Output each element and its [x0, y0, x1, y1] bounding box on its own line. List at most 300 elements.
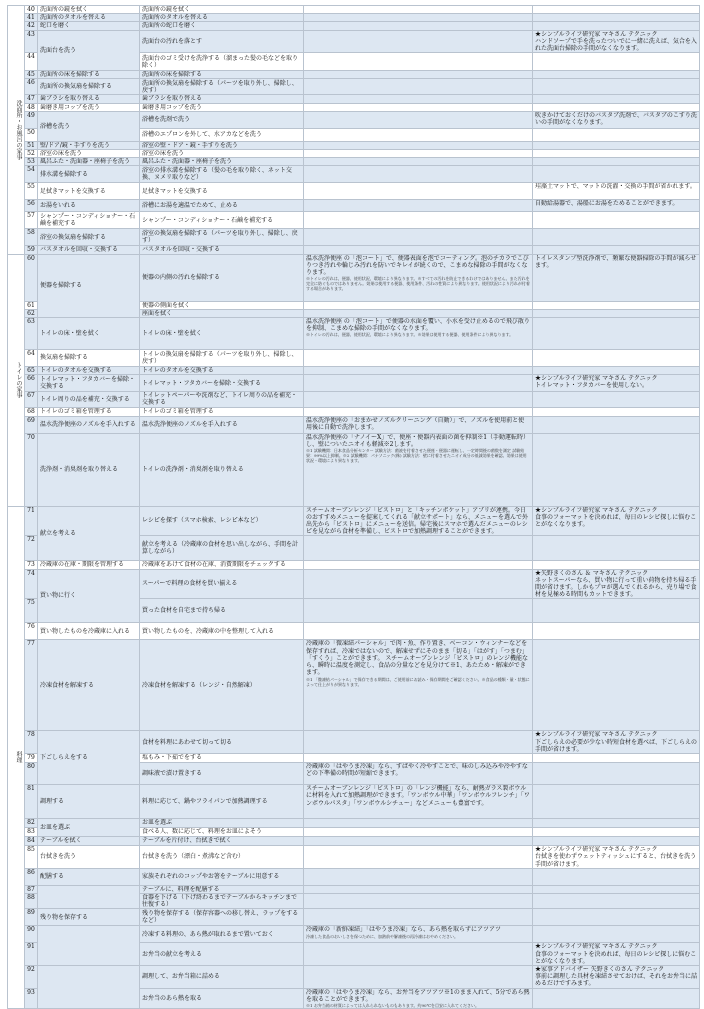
- product-solution-footnote: ※1 「微凍結パーシャル」で保存できる期間は、ご使用前にお読み・保存期間をご確認ください。※食品の種類・量・状態によって仕上がりが異なります。: [306, 676, 530, 687]
- chore-item: 下ごしらえをする: [38, 731, 140, 785]
- product-solution-text: 冷蔵庫の「はやうま冷凍」なら、お弁当をアツアツ※1のまま入れて、5分であら熱を取ることができます。: [306, 988, 530, 1003]
- product-solution: [304, 731, 533, 754]
- row-number: 58: [25, 229, 38, 246]
- chore-item: 洗浄剤・消臭剤を取り替える: [38, 433, 140, 506]
- product-solution-text: 冷蔵庫の「微凍結パーシャル」で肉・魚、作り置き、ベーコン・ウィンナーなどを保存すれば、冷凍ではないので、解凍せずにそのまま「切る」「はがす」「つまむ」「すくう」ことができます。 スチームオーブンレンジ「ビストロ」のレンジ機能なら、瞬時に温度を測定し、食品の分量などを見分けて※1、あたため・解凍ができます。: [306, 640, 529, 677]
- expert-tip: [533, 640, 700, 731]
- expert-tip: 自動給湯器で、湯船にお湯をためることができます。: [533, 200, 700, 212]
- expert-tip: 吹きかけておくだけのバスタブ洗剤で、バスタブのこすり洗いの手間がなくなります。: [533, 111, 700, 128]
- row-number: 73: [25, 561, 38, 569]
- chore-item: トイレのタオルを交換する: [38, 367, 140, 375]
- chore-item: 壁/ドア/鏡・手すりを洗う: [38, 141, 140, 149]
- chore-detail: 洗面所の床を掃除する: [140, 71, 304, 79]
- row-number: 74: [25, 569, 38, 599]
- expert-tip: ★シンプルライフ研究家 マキさん テクニック 下ごしらえの必要が少ない時短食材を選べば、下ごしらえの手間が省けます。: [533, 731, 700, 754]
- table-row: [8, 71, 700, 79]
- row-number: 79: [25, 754, 38, 763]
- product-solution: [304, 254, 533, 301]
- product-solution: [304, 212, 533, 229]
- table-row: [8, 103, 700, 111]
- row-number: 67: [25, 392, 38, 407]
- chore-detail: テーブルに、料理を配膳する: [140, 885, 304, 893]
- chore-item: バスタオルを回収・交換する: [38, 246, 140, 254]
- product-solution: [304, 95, 533, 103]
- table-row: [8, 375, 700, 392]
- chore-item: 洗面台を洗う: [38, 30, 140, 71]
- chore-item: テーブルを拭く: [38, 837, 140, 846]
- product-solution-footnote: ※トイレの汚れは、便器、使用状況、環境により異なります。※効果は使用する便器、使用条件により異なります。: [306, 332, 514, 338]
- chore-item: 便器を掃除する: [38, 254, 140, 317]
- chore-detail: お弁当のあら熱を取る: [140, 988, 304, 1008]
- expert-tip: ★シンプルライフ研究家 マキさん テクニック 食事のフォーマットを決めれば、毎日のレシピ探しに悩むことがなくなります。: [533, 943, 700, 966]
- product-solution-text: スチームオーブンレンジ「ビストロ」の「レンジ機能」なら、耐熱ガラス製ボウルに材料を入れて加熱調理ができます。「ワンボウル中華」「ワンボウルフレンチ」「ワンボウルパスタ」「ワンボウルシチュー」などメニューも豊富です。: [306, 785, 530, 807]
- chore-detail: 洗面台の汚れを落とす: [140, 30, 304, 53]
- product-solution: [304, 53, 533, 71]
- chore-item: 冷凍食材を解凍する: [38, 640, 140, 731]
- chore-detail: 歯ブラシを取り替える: [140, 95, 304, 103]
- chore-item: 蛇口を磨く: [38, 22, 140, 30]
- row-number: 84: [25, 837, 38, 846]
- row-number: 54: [25, 166, 38, 183]
- chore-item: シャンプー・コンディショナー・石鹸を補充する: [38, 212, 140, 229]
- product-solution: [304, 599, 533, 623]
- chore-detail: 台拭きを洗う（漂白・煮沸など含む）: [140, 846, 304, 869]
- expert-tip: [533, 141, 700, 149]
- table-row: [8, 506, 700, 536]
- product-solution: [304, 79, 533, 95]
- row-number: 55: [25, 183, 38, 200]
- table-row: [8, 569, 700, 599]
- table-row: [8, 868, 700, 885]
- expert-tip: [533, 14, 700, 22]
- table-row: [8, 158, 700, 166]
- expert-tip: [533, 868, 700, 885]
- product-solution: [304, 407, 533, 416]
- product-solution: [304, 819, 533, 828]
- table-row: [8, 731, 700, 754]
- product-solution: [304, 183, 533, 200]
- expert-tip: [533, 350, 700, 367]
- chore-item: 買い物したものを冷蔵庫に入れる: [38, 623, 140, 640]
- chore-detail: 洗面所の換気扇を掃除する（パーツを取り外し、掃除し、戻す）: [140, 79, 304, 95]
- row-number: 51: [25, 141, 38, 149]
- expert-tip: [533, 623, 700, 640]
- table-row: [8, 150, 700, 158]
- table-row: [8, 416, 700, 433]
- chore-detail: 歯磨き用コップを洗う: [140, 103, 304, 111]
- table-row: [8, 407, 700, 416]
- chore-detail: 風呂ふた・洗面器・座椅子を洗う: [140, 158, 304, 166]
- expert-tip: [533, 53, 700, 71]
- table-row: [8, 318, 700, 350]
- expert-tip: [533, 6, 700, 14]
- expert-tip: [533, 318, 700, 350]
- expert-tip: [533, 166, 700, 183]
- row-number: 87: [25, 885, 38, 893]
- row-number: 66: [25, 375, 38, 392]
- chore-detail: 家族それぞれのコップやお箸をテーブルに用意する: [140, 868, 304, 885]
- row-number: 69: [25, 416, 38, 433]
- chore-detail: 食材を料理にあわせて切って切る: [140, 731, 304, 754]
- expert-tip: [533, 837, 700, 846]
- chore-detail: テーブルを片付け、台拭きで拭く: [140, 837, 304, 846]
- product-solution: [304, 30, 533, 53]
- table-row: [8, 111, 700, 128]
- chore-item: 残り物を保存する: [38, 909, 140, 926]
- row-number: 57: [25, 212, 38, 229]
- expert-tip: ★シンプルライフ研究家 マキさん テクニック 台拭きを使わずウェットティッシュにすると、台拭きを洗う手間が省けます。: [533, 846, 700, 869]
- row-number: 71: [25, 506, 38, 536]
- chore-detail: レシピを探す（スマホ検索、レシピ本など）: [140, 506, 304, 536]
- chore-item: 風呂ふた・洗面器・座椅子を洗う: [38, 158, 140, 166]
- row-number: 81: [25, 785, 38, 819]
- product-solution: [304, 569, 533, 599]
- product-solution-text: スチームオーブンレンジ「ビストロ」と「キッチンポケット」アプリが連携。今日のおすすめメニューを提案してくれる「献立サポート」なら、メニューを選んで外出先から「ビストロ」にメニューを送信。帰宅後にスマホで選んだメニューのレシピを見ながら食材を準備し、ビストロで加熱調理することができます。: [306, 506, 529, 536]
- table-row: [8, 246, 700, 254]
- product-solution: [304, 965, 533, 988]
- chore-detail: トイレマット・フタカバーを掃除・交換する: [140, 375, 304, 392]
- expert-tip: [533, 988, 700, 1008]
- chore-detail: 温水洗浄便座のノズルを手入れする: [140, 416, 304, 433]
- row-number: 76: [25, 623, 38, 640]
- row-number: 86: [25, 868, 38, 885]
- expert-tip: [533, 416, 700, 433]
- expert-tip: 珪藻土マットで、マットの洗濯・交換の手間が省かれます。: [533, 183, 700, 200]
- chore-detail: 浴室の換気扇を掃除する（パーツを取り外し、掃除し、戻す）: [140, 229, 304, 246]
- product-solution-text: 温水洗浄便座 の「泡コート」で便器の水面を覆い、小水を受け止めるので飛び散りを抑制、こまめな掃除の手間がなくなります。: [306, 318, 530, 333]
- product-solution: [304, 640, 533, 731]
- chore-item: 温水洗浄便座のノズルを手入れする: [38, 416, 140, 433]
- chore-item: 排水溝を掃除する: [38, 166, 140, 183]
- chore-detail: 冷蔵庫をあけて食材の在庫、消費期限をチェックする: [140, 561, 304, 569]
- product-solution: [304, 22, 533, 30]
- table-row: [8, 640, 700, 731]
- product-solution: [304, 229, 533, 246]
- category-cell: 洗面所・お風呂の家事: [8, 6, 25, 255]
- chore-item: 洗面所の換気扇を掃除する: [38, 79, 140, 95]
- table-row: [8, 6, 700, 14]
- chore-item: 足拭きマットを交換する: [38, 183, 140, 200]
- product-solution: [304, 103, 533, 111]
- row-number: 68: [25, 407, 38, 416]
- product-solution: [304, 837, 533, 846]
- chore-detail: 料理に応じて、鍋やフライパンで加熱調理する: [140, 785, 304, 819]
- chore-detail: 浴室の床を洗う: [140, 150, 304, 158]
- product-solution-text: 温水洗浄便座 の「泡コート」で、便器表面を泡でコーティング。泡のチカラでこびりつき汚れや輪じみ汚れを防いでキレイが続くので、こまめな掃除の手間がなくなります。: [306, 254, 529, 277]
- row-number: 43: [25, 30, 38, 53]
- product-solution: [304, 846, 533, 869]
- table-row: [8, 392, 700, 407]
- expert-tip: [533, 22, 700, 30]
- expert-tip: ★シンプルライフ研究家 マキさん テクニック トイレマット・フタカバーを使用しない。: [533, 375, 700, 392]
- chore-item: 浴室の床を洗う: [38, 150, 140, 158]
- product-solution: [304, 416, 533, 433]
- row-number: 46: [25, 79, 38, 95]
- row-number: 93: [25, 988, 38, 1008]
- product-solution-text: 冷蔵庫の「はやうま冷凍」なら、すばやく冷やすことで、味のしみ込みや冷やすなどの下準備の時間が短縮できます。: [306, 763, 528, 778]
- table-row: [8, 561, 700, 569]
- product-solution: [304, 111, 533, 128]
- expert-tip: [533, 95, 700, 103]
- expert-tip: [533, 561, 700, 569]
- expert-tip: ★シンプルライフ研究家 マキさん テクニック 食事のフォーマットを決めれば、毎日のレシピ探しに悩むことがなくなります。: [533, 506, 700, 536]
- product-solution: [304, 166, 533, 183]
- chore-item: 歯ブラシを取り替える: [38, 95, 140, 103]
- table-row: [8, 30, 700, 53]
- chore-item: 換気扇を掃除する: [38, 350, 140, 367]
- row-number: 53: [25, 158, 38, 166]
- chore-item: 歯磨き用コップを洗う: [38, 103, 140, 111]
- table-row: [8, 166, 700, 183]
- expert-tip: [533, 128, 700, 141]
- chore-detail: 洗面所のタオルを替える: [140, 14, 304, 22]
- product-solution: [304, 909, 533, 926]
- expert-tip: [533, 893, 700, 908]
- row-number: 61: [25, 301, 38, 309]
- product-solution-footnote: 冷凍した食品のおいしさを保つために、加熱前や解凍後の再冷凍はおやめください。: [306, 933, 458, 939]
- row-number: 42: [25, 22, 38, 30]
- product-solution: [304, 318, 533, 350]
- product-solution: [304, 561, 533, 569]
- expert-tip: [533, 79, 700, 95]
- row-number: 47: [25, 95, 38, 103]
- table-row: [8, 433, 700, 506]
- chore-item: トイレ周りの品を補充・交換する: [38, 392, 140, 407]
- chore-detail: 便器の内側の汚れを掃除する: [140, 254, 304, 301]
- product-solution: [304, 433, 533, 506]
- chore-detail: 献立を考える（冷蔵庫の食材を思い出しながら、手間を計算しながら）: [140, 536, 304, 561]
- chore-item: 台拭きを洗う: [38, 846, 140, 869]
- table-row: [8, 212, 700, 229]
- chore-detail: 洗面所の蛇口を磨く: [140, 22, 304, 30]
- row-number: 45: [25, 71, 38, 79]
- chore-detail: 食器を下げる（下げ終わるまでテーブルからキッチンまで往復する）: [140, 893, 304, 908]
- product-solution: [304, 158, 533, 166]
- table-row: [8, 79, 700, 95]
- product-solution: [304, 200, 533, 212]
- product-solution: [304, 141, 533, 149]
- product-solution: [304, 375, 533, 392]
- row-number: 41: [25, 14, 38, 22]
- row-number: 59: [25, 246, 38, 254]
- category-cell: 料理: [8, 506, 25, 1008]
- product-solution: [304, 868, 533, 885]
- product-solution: [304, 71, 533, 79]
- chore-detail: 浴槽のエプロンを外して、水アカなどを洗う: [140, 128, 304, 141]
- product-solution: [304, 828, 533, 837]
- chore-detail: 浴室の排水溝を掃除する（髪の毛を取り除く、ネット交換、ヌメリ取りなど）: [140, 166, 304, 183]
- chore-item: トイレマット・フタカバーを掃除・交換する: [38, 375, 140, 392]
- expert-tip: [533, 158, 700, 166]
- table-row: [8, 965, 700, 988]
- expert-tip: [533, 229, 700, 246]
- expert-tip: [533, 433, 700, 506]
- row-number: 89: [25, 909, 38, 926]
- chore-detail: 足拭きマットを交換する: [140, 183, 304, 200]
- chore-item: お皿を選ぶ: [38, 819, 140, 837]
- chore-detail: 便器の側面を拭く: [140, 301, 304, 309]
- product-solution: [304, 14, 533, 22]
- row-number: 64: [25, 350, 38, 367]
- product-solution-text: 温水洗浄便座の「ナノイーX」で、便座・便器内表面の菌を抑制※1（手動運転時）し、壁についたニオイも軽減※2します。: [306, 433, 530, 448]
- expert-tip: ★家事アドバイザー 矢野きくのさん テクニック 事前に調理した具材を凍結させておけば、それをお弁当に詰めるだけですみます。: [533, 965, 700, 988]
- row-number: 48: [25, 103, 38, 111]
- product-solution: [304, 506, 533, 536]
- expert-tip: [533, 763, 700, 785]
- product-solution: [304, 246, 533, 254]
- chore-detail: 浴槽にお湯を適温でためて、止める: [140, 200, 304, 212]
- category-cell: トイレの家事: [8, 254, 25, 506]
- table-row: [8, 183, 700, 200]
- expert-tip: [533, 212, 700, 229]
- row-number: 82: [25, 819, 38, 828]
- chore-detail: 浴室の壁・ドア・鏡・手すりを洗う: [140, 141, 304, 149]
- chore-detail: トイレの床・壁を拭く: [140, 318, 304, 350]
- row-number: 80: [25, 763, 38, 785]
- chore-item: 洗面所の床を掃除する: [38, 71, 140, 79]
- expert-tip: [533, 885, 700, 893]
- row-number: 91: [25, 943, 38, 966]
- chore-item: 浴槽を洗う: [38, 111, 140, 141]
- product-solution: [304, 926, 533, 943]
- row-number: 92: [25, 965, 38, 988]
- chore-detail: 調理して、お弁当箱に詰める: [140, 965, 304, 988]
- chore-item: 買い物に行く: [38, 569, 140, 623]
- product-solution: [304, 6, 533, 14]
- table-row: [8, 885, 700, 893]
- chore-detail: 調味液で漬け置きする: [140, 763, 304, 785]
- chore-detail: スーパーで料理の食材を買い揃える: [140, 569, 304, 599]
- table-row: [8, 254, 700, 301]
- expert-tip: [533, 926, 700, 943]
- chore-item: 浴室の換気扇を掃除する: [38, 229, 140, 246]
- chore-item: 配膳する: [38, 868, 140, 885]
- product-solution-text: 温水洗浄便座の「おまかせノズルクリーニング（自動）」で、ノズルを使用前と使用後に自動で洗浄します。: [306, 416, 525, 431]
- expert-tip: [533, 909, 700, 926]
- product-solution: [304, 309, 533, 317]
- expert-tip: [533, 246, 700, 254]
- table-row: [8, 14, 700, 22]
- expert-tip: ★シンプルライフ研究家 マキさん テクニック ハンドソープで手を洗ったついでに一緒に洗えば、気合を入れた洗面台掃除の手間がなくなります。: [533, 30, 700, 53]
- table-row: [8, 623, 700, 640]
- expert-tip: [533, 71, 700, 79]
- expert-tip: トイレスタンプ型洗浄剤で、頻繁な便器掃除の手間が減らせます。: [533, 254, 700, 301]
- table-row: [8, 926, 700, 943]
- row-number: 40: [25, 6, 38, 14]
- chore-detail: お弁当の献立を考える: [140, 943, 304, 966]
- row-number: 62: [25, 309, 38, 317]
- expert-tip: [533, 407, 700, 416]
- product-solution: [304, 988, 533, 1008]
- expert-tip: [533, 819, 700, 828]
- row-number: 49: [25, 111, 38, 128]
- chore-item: 調理する: [38, 785, 140, 819]
- household-chores-table: [7, 5, 700, 1009]
- table-row: [8, 367, 700, 375]
- chore-item: [38, 926, 140, 966]
- chore-item: 冷蔵庫の在庫・期限を管理する: [38, 561, 140, 569]
- expert-tip: [533, 536, 700, 561]
- row-number: 44: [25, 53, 38, 71]
- chore-item: トイレの床・壁を拭く: [38, 318, 140, 350]
- row-number: 56: [25, 200, 38, 212]
- chore-item: [38, 885, 140, 909]
- row-number: 52: [25, 150, 38, 158]
- expert-tip: [533, 785, 700, 819]
- chore-detail: 買った食材を自宅まで持ち帰る: [140, 599, 304, 623]
- table-row: [8, 141, 700, 149]
- product-solution: [304, 893, 533, 908]
- product-solution: [304, 885, 533, 893]
- chore-detail: バスタオルを回収・交換する: [140, 246, 304, 254]
- chore-item: お湯をいれる: [38, 200, 140, 212]
- chore-detail: お皿を選ぶ: [140, 819, 304, 828]
- table-row: [8, 350, 700, 367]
- product-solution: [304, 536, 533, 561]
- product-solution: [304, 150, 533, 158]
- chore-detail: 洗面台のゴミ受けを洗浄する（溜まった髪の毛などを取り除く）: [140, 53, 304, 71]
- table-row: [8, 846, 700, 869]
- chore-detail: 座面を拭く: [140, 309, 304, 317]
- product-solution-footnote: ※トイレの汚れは、便器、使用状況、環境により異なります。※すべての汚れを防止できるわけではありません。また汚れを完全に防ぐものではありません。効果は使用する便器、使用条件、汚れの性質により異なります。使用状況により汚れが付着する場合があります。: [306, 276, 530, 292]
- product-solution-footnote: ※1 試験機関：日本食品分析センター 試験方法：菌液を付着させた便座・便器に運転し、一定時間後の菌数を測定 試験結果：99%以上抑制。※2 試験機関：パナソニック(株) 試験方法：壁に付着させたニオイ成分の低減効果を確認。効果は使用状況・環境により異なります。: [306, 448, 527, 464]
- chore-detail: 塩もみ・下茹でをする: [140, 754, 304, 763]
- chore-detail: シャンプー・コンディショナー・石鹸を補充する: [140, 212, 304, 229]
- chore-detail: トイレの換気扇を掃除する（パーツを取り外し、掃除し、戻す）: [140, 350, 304, 367]
- product-solution: [304, 623, 533, 640]
- expert-tip: [533, 599, 700, 623]
- expert-tip: [533, 754, 700, 763]
- row-number: 90: [25, 926, 38, 943]
- chore-detail: 洗面所の鏡を拭く: [140, 6, 304, 14]
- expert-tip: [533, 103, 700, 111]
- product-solution: [304, 301, 533, 309]
- expert-tip: [533, 367, 700, 375]
- table-row: [8, 837, 700, 846]
- expert-tip: [533, 828, 700, 837]
- row-number: 78: [25, 731, 38, 754]
- chore-detail: トイレのタオルを交換する: [140, 367, 304, 375]
- table-row: [8, 22, 700, 30]
- product-solution: [304, 763, 533, 785]
- chore-item: 献立を考える: [38, 506, 140, 561]
- row-number: 75: [25, 599, 38, 623]
- product-solution-footnote: ※1 お弁当箱の材質によっては入れられないものもあります。約90℃を目安に入れてください。: [306, 1002, 480, 1008]
- table-row: [8, 200, 700, 212]
- table-row: [8, 95, 700, 103]
- expert-tip: [533, 309, 700, 317]
- chore-detail: 浴槽を洗剤で洗う: [140, 111, 304, 128]
- row-number: 85: [25, 846, 38, 869]
- chore-item: 洗面所の鏡を拭く: [38, 6, 140, 14]
- product-solution: [304, 367, 533, 375]
- chore-detail: 残り物を保存する（保存容器への移し替え、ラップをするなど）: [140, 909, 304, 926]
- expert-tip: [533, 301, 700, 309]
- chore-item: 洗面所のタオルを替える: [38, 14, 140, 22]
- row-number: 72: [25, 536, 38, 561]
- chore-detail: 冷凍食材を解凍する（レンジ・自然解凍）: [140, 640, 304, 731]
- table-row: [8, 785, 700, 819]
- chore-detail: トイレのゴミ箱を管理する: [140, 407, 304, 416]
- row-number: 65: [25, 367, 38, 375]
- chore-detail: 冷凍する料理の、あら熱が取れるまで置いておく: [140, 926, 304, 943]
- row-number: 88: [25, 893, 38, 908]
- row-number: 60: [25, 254, 38, 301]
- product-solution: [304, 350, 533, 367]
- row-number: 63: [25, 318, 38, 350]
- chore-item: トイレのゴミ箱を管理する: [38, 407, 140, 416]
- row-number: 70: [25, 433, 38, 506]
